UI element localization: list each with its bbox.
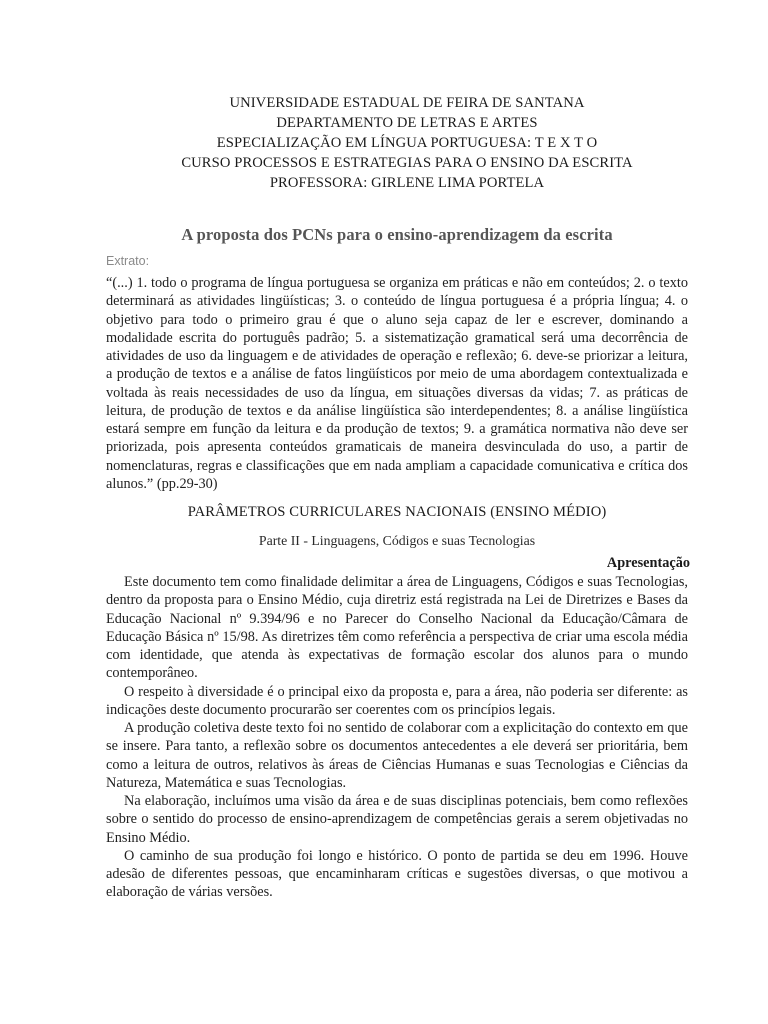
document-title: A proposta dos PCNs para o ensino-aprendizagem da escrita	[181, 225, 613, 244]
body-paragraph: Na elaboração, incluímos uma visão da área e de suas disciplinas potenciais, bem como reflexões sobre o sentido do processo de ensino-aprendizagem de competências gerais a serem objetivadas no Ensino Médio.	[106, 793, 688, 846]
body-paragraph: A produção coletiva deste texto foi no sentido de colaborar com a explicitação do contexto em que se insere. Para tanto, a reflexão sobre os documentos antecedentes a ele deverá ser prioritária, bem como a leitura de outros, relativos às áreas de Ciências Humanas e suas Tecnologias e Ciências da Natureza, Matemática e suas Tecnologias.	[106, 720, 688, 791]
pcn-heading: PARÂMETROS CURRICULARES NACIONAIS (ENSINO MÉDIO)	[187, 504, 607, 520]
document-header	[126, 93, 688, 193]
header-university: UNIVERSIDADE ESTADUAL DE FEIRA DE SANTANA	[229, 95, 585, 111]
header-course: CURSO PROCESSOS E ESTRATEGIAS PARA O ENSINO DA ESCRITA	[181, 155, 633, 171]
header-specialization: ESPECIALIZAÇÃO EM LÍNGUA PORTUGUESA: T E X T O	[216, 135, 598, 151]
section-heading-apresentacao: Apresentação	[606, 555, 690, 571]
part-heading: Parte II - Linguagens, Códigos e suas Tecnologias	[258, 533, 536, 548]
extrato-label: Extrato:	[106, 254, 150, 268]
header-department: DEPARTAMENTO DE LETRAS E ARTES	[276, 115, 538, 131]
extrato-quote: “(...) 1. todo o programa de língua portuguesa se organiza em práticas e não em conteúdos; 2. o texto determinará as atividades lingüísticas; 3. o conteúdo de língua portuguesa é a própria língua; 4. o objetivo para todo o primeiro grau é que o aluno seja capaz de ler e escrever, dominando a modalidade escrita do português padrão; 5. a sistematização gramatical será uma decorrência de atividades de uso da linguagem e de atividades de operação e reflexão; 6. deve-se priorizar a leitura, a produção de textos e a análise de fatos lingüísticos por meio de uma abordagem contextualizada e voltada às reais necessidades de uso da língua, em situações diversas da vidas; 7. as práticas de leitura, de produção de textos e da análise lingüística são interdependentes; 8. a análise lingüística estará sempre em função da leitura e da produção de textos; 9. a gramática normativa não deve ser priorizada, pois apresenta conteúdos gramaticais de maneira desvinculada do uso, a partir de nomenclaturas, regras e classificações que em nada ampliam a capacidade comunicativa e crítica dos alunos.” (pp.29-30)	[106, 275, 688, 492]
body-paragraph: O respeito à diversidade é o principal eixo da proposta e, para a área, não poderia ser diferente: as indicações deste documento procurarão ser coerentes com os princípios legais.	[106, 683, 688, 718]
body-paragraph: O caminho de sua produção foi longo e histórico. O ponto de partida se deu em 1996. Houve adesão de diferentes pessoas, que encaminharam críticas e sugestões diversas, o que motivou a elaboração de várias versões.	[106, 847, 688, 901]
body-paragraph: Este documento tem como finalidade delimitar a área de Linguagens, Códigos e suas Tecnologias, dentro da proposta para o Ensino Médio, cuja diretriz está registrada na Lei de Diretrizes e Bases da Educação Nacional nº 9.394/96 e no Parecer do Conselho Nacional da Educação/Câmara de Educação Básica nº 15/98. As diretrizes têm como referência a perspectiva de criar uma escola média com identidade, que atenda às expectativas de formação escolar dos alunos para o mundo contemporâneo.	[106, 574, 688, 682]
header-professor: PROFESSORA: GIRLENE LIMA PORTELA	[269, 175, 545, 191]
